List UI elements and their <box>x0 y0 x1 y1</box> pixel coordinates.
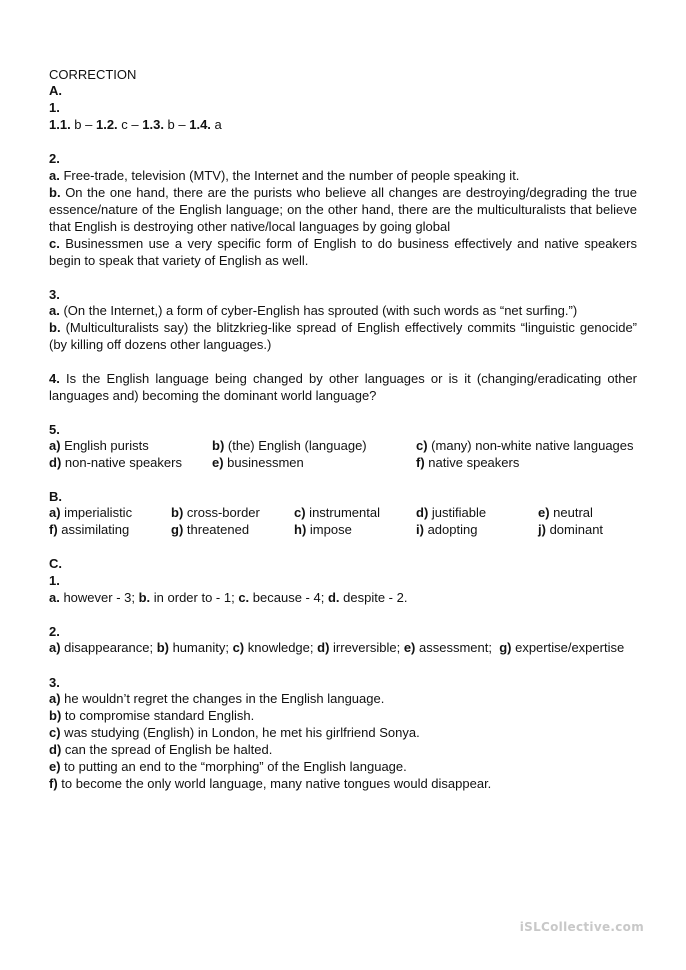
answer-text: (the) English (language) <box>224 438 367 453</box>
answer-text: justifiable <box>428 505 487 520</box>
c-q3-item <box>49 707 254 724</box>
a-q4-answer <box>49 370 637 404</box>
a-q3-answer-a <box>49 302 577 319</box>
a-q5-item <box>212 437 367 454</box>
answer-key: a. <box>49 590 60 605</box>
c-q1-number: 1. <box>49 573 60 588</box>
c-q1-answers <box>49 589 407 606</box>
answer-key: d) <box>317 640 330 655</box>
answer-text: a <box>210 117 222 132</box>
a-q5-item <box>212 454 304 471</box>
c-q3-item <box>49 724 420 741</box>
answer-key: d) <box>49 455 62 470</box>
answer-text: c – <box>117 117 143 132</box>
answer-text: assimilating <box>57 522 130 537</box>
answer-key: c) <box>416 438 428 453</box>
answer-key: b) <box>156 640 169 655</box>
answer-key: j) <box>538 522 546 537</box>
answer-key: c) <box>232 640 245 655</box>
answer-text: disappearance; <box>60 640 157 655</box>
answer-key: d) <box>49 742 62 757</box>
answer-text: assessment; <box>415 640 500 655</box>
answer-key: f) <box>416 455 425 470</box>
answer-text: neutral <box>549 505 593 520</box>
a-q1-answers <box>49 116 222 133</box>
answer-text: threatened <box>183 522 250 537</box>
answer-key: b. <box>138 590 151 605</box>
answer-key: b) <box>171 505 184 520</box>
b-item <box>49 504 132 521</box>
b-item <box>294 521 352 538</box>
answer-text: (Multiculturalists say) the blitzkrieg-like spread of English effectively commits “linguistic genocide” (by killing off dozens other languages.) <box>49 320 637 352</box>
answer-text: b – <box>70 117 96 132</box>
b-item <box>294 504 380 521</box>
answer-text: businessmen <box>223 455 304 470</box>
answer-key: g) <box>499 640 512 655</box>
answer-text: humanity; <box>168 640 233 655</box>
answer-text: to compromise standard English. <box>61 708 255 723</box>
answer-key: e) <box>403 640 416 655</box>
answer-text: (many) non-white native languages <box>427 438 634 453</box>
answer-key: a) <box>49 640 61 655</box>
answer-key: a. <box>49 168 60 183</box>
answer-text: he wouldn’t regret the changes in the English language. <box>60 691 385 706</box>
c-q3-item <box>49 690 384 707</box>
section-b-label: B. <box>49 489 62 504</box>
answer-text: On the one hand, there are the purists who believe all changes are destroying/degrading the true essence/nature of the English language; on the other hand, there are the multiculturalists that believe that English is destroying other native/local languages by going global <box>49 185 637 234</box>
answer-key: b. <box>49 320 61 335</box>
answer-key: e) <box>212 455 224 470</box>
answer-text: adopting <box>423 522 478 537</box>
c-q3-number: 3. <box>49 675 60 690</box>
b-item <box>416 521 477 538</box>
answer-key: h) <box>294 522 307 537</box>
answer-text: instrumental <box>305 505 380 520</box>
answer-text: Is the English language being changed by other languages or is it (changing/eradicating other languages and) becoming the dominant world language? <box>49 371 637 403</box>
correction-title: CORRECTION <box>49 67 137 82</box>
answer-key: a. <box>49 303 60 318</box>
a-q3-number: 3. <box>49 287 60 302</box>
answer-text: despite - 2. <box>339 590 408 605</box>
answer-text: to putting an end to the “morphing” of the English language. <box>60 759 407 774</box>
answer-text: however - 3; <box>59 590 139 605</box>
section-a-label: A. <box>49 83 62 98</box>
answer-key: c) <box>49 725 61 740</box>
answer-text: irreversible; <box>329 640 404 655</box>
a-q1-number: 1. <box>49 100 60 115</box>
answer-text: impose <box>306 522 352 537</box>
answer-key: a) <box>49 438 61 453</box>
answer-key: f) <box>49 522 58 537</box>
answer-text: English purists <box>60 438 149 453</box>
answer-text: expertise/expertise <box>511 640 625 655</box>
b-item <box>538 504 593 521</box>
answer-key: c. <box>238 590 250 605</box>
b-item <box>171 504 260 521</box>
answer-key: b) <box>49 708 62 723</box>
answer-text: was studying (English) in London, he met his girlfriend Sonya. <box>60 725 420 740</box>
answer-text: cross-border <box>183 505 260 520</box>
a-q2-answer-a <box>49 167 519 184</box>
a-q5-item <box>49 437 149 454</box>
a-q5-item <box>49 454 182 471</box>
b-item <box>538 521 603 538</box>
answer-key: d. <box>327 590 340 605</box>
answer-key: e) <box>538 505 550 520</box>
b-item <box>416 504 486 521</box>
answer-key: c) <box>294 505 306 520</box>
answer-text: native speakers <box>424 455 520 470</box>
answer-text: can the spread of English be halted. <box>61 742 273 757</box>
answer-key: g) <box>171 522 184 537</box>
answer-key: 1.2. <box>95 117 118 132</box>
answer-key: i) <box>416 522 424 537</box>
answer-key: 1.4. <box>189 117 211 132</box>
answer-key: b. <box>49 185 61 200</box>
a-q5-number: 5. <box>49 422 60 437</box>
a-q5-item <box>416 437 634 454</box>
answer-key: a) <box>49 505 61 520</box>
answer-text: Businessmen use a very specific form of English to do business effectively and native speakers begin to speak that variety of English as well. <box>49 236 637 268</box>
answer-text: knowledge; <box>244 640 318 655</box>
answer-key: e) <box>49 759 61 774</box>
answer-text: in order to - 1; <box>150 590 239 605</box>
answer-text: to become the only world language, many native tongues would disappear. <box>57 776 492 791</box>
c-q2-answers <box>49 639 624 656</box>
answer-key: b) <box>212 438 225 453</box>
answer-key: 4. <box>49 371 60 386</box>
answer-text: b – <box>163 117 190 132</box>
b-item <box>49 521 129 538</box>
answer-key: a) <box>49 691 61 706</box>
a-q3-answer-b <box>49 319 637 353</box>
answer-key: f) <box>49 776 58 791</box>
answer-text: Free-trade, television (MTV), the Internet and the number of people speaking it. <box>59 168 520 183</box>
answer-text: (On the Internet,) a form of cyber-English has sprouted (with such words as “net surfing.”) <box>59 303 578 318</box>
b-item <box>171 521 249 538</box>
answer-text: because - 4; <box>249 590 328 605</box>
a-q2-answer-b <box>49 184 637 235</box>
site-watermark: iSLCollective.com <box>519 920 644 934</box>
a-q5-item <box>416 454 519 471</box>
answer-key: 1.3. <box>142 117 164 132</box>
c-q3-item <box>49 775 491 792</box>
answer-key: 1.1. <box>49 117 71 132</box>
answer-key: d) <box>416 505 429 520</box>
a-q2-answer-c <box>49 235 637 269</box>
answer-text: non-native speakers <box>61 455 182 470</box>
c-q3-item <box>49 741 272 758</box>
section-c-label: C. <box>49 556 62 571</box>
c-q2-number: 2. <box>49 624 60 639</box>
c-q3-item <box>49 758 407 775</box>
a-q2-number: 2. <box>49 151 60 166</box>
answer-text: dominant <box>545 522 604 537</box>
answer-key: c. <box>49 236 60 251</box>
answer-text: imperialistic <box>60 505 133 520</box>
